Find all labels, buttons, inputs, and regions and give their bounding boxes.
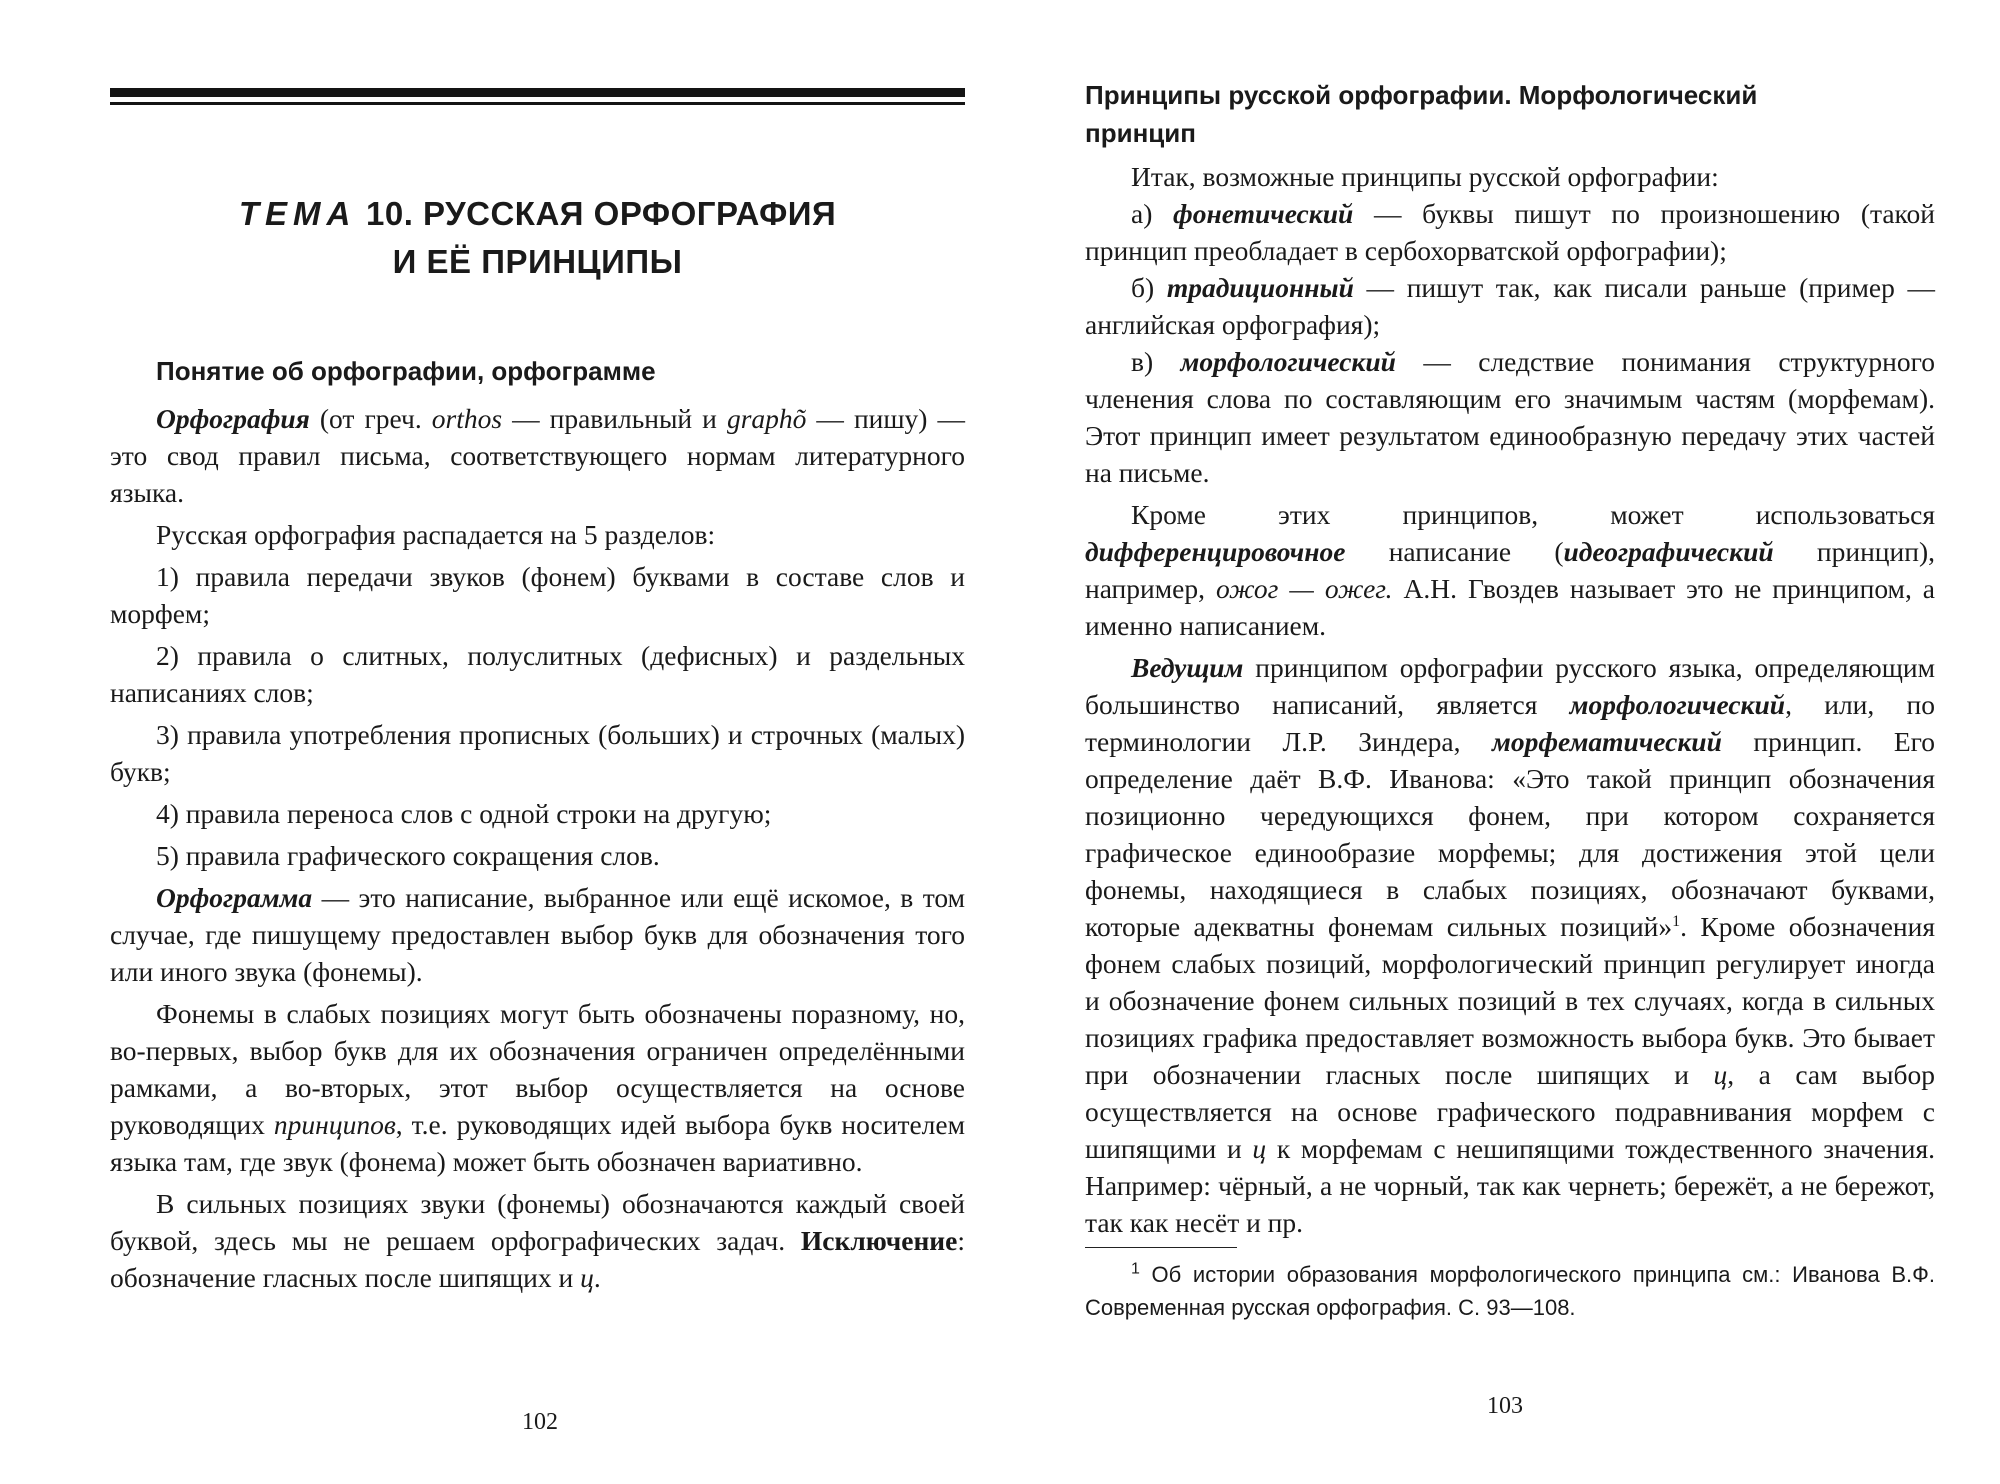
list-item-traditional: б) традиционный — пишут так, как писали раньше (пример — английская орфография);	[1085, 272, 1935, 340]
chapter-label: ТЕМА	[238, 195, 357, 232]
right-body-text	[1085, 158, 1935, 1241]
paragraph-leading-principle: Ведущим принципом орфографии русского языка, определяющим большинство написаний, является морфологический, или, по терминологии Л.Р. Зиндера, морфематический принцип. Его определение даёт В.Ф. Иванова: «Это такой принцип обозначения позиционно чередующихся фонем, при котором сохраняется графическое единообразие морфемы; для достижения этой цели фонемы, находящиеся в слабых позициях, обозначают буквами, которые адекватны фонемам сильных позиций»$^1$. Кроме обозначения фонем слабых позиций, морфологический принцип регулирует иногда и обозначение фонем сильных позиций в тех случаях, когда в сильных позициях графика предоставляет возможность выбора букв. Это бывает при обозначении гласных после шипящих и ц, а сам выбор осуществляется на основе графического подравнивания морфем с шипящими и ц к морфемам с нешипящими тождественного значения. Например: чёрный, а не чорный, так как чернеть; бережёт, а не бережот, так как несёт и пр.	[1085, 652, 1935, 1238]
list-item: 5) правила графического сокращения слов.	[156, 840, 660, 871]
list-item-morphological: в) морфологический — следствие понимания структурного членения слова по составляющим его значимым частям (морфемам). Этот принцип имеет результатом единообразную передачу этих частей на письме.	[1085, 346, 1935, 488]
section-heading-left: Понятие об орфографии, орфограмме	[156, 356, 656, 386]
list-item: 2) правила о слитных, полуслитных (дефисных) и раздельных написаниях слов;	[110, 640, 965, 708]
chapter-number: 10.	[365, 195, 414, 232]
footnote: $^1$ Об истории образования морфологического принципа см.: Иванова В.Ф. Современная русская орфография. С. 93—108.	[1085, 1260, 1935, 1320]
list-item-phonetic: а) фонетический — буквы пишут по произношению (такой принцип преобладает в сербохорватской орфографии);	[1085, 198, 1935, 266]
paragraph-strong-positions: В сильных позициях звуки (фонемы) обозначаются каждый своей буквой, здесь мы не решаем орфографических задач. Исключение: обозначение гласных после шипящих и ц.	[110, 1188, 965, 1293]
paragraph-orthogram: Орфограмма — это написание, выбранное или ещё искомое, в том случае, где пишущему предоставлен выбор букв для обозначения того или иного звука (фонемы).	[110, 882, 965, 987]
chapter-title-line1: РУССКАЯ ОРФОГРАФИЯ	[423, 195, 837, 232]
footnote-divider	[1085, 1247, 1237, 1248]
list-item: 1) правила передачи звуков (фонем) буквами в составе слов и морфем;	[110, 561, 965, 629]
paragraph-differentiating: Кроме этих принципов, может использоваться дифференцировочное написание (идеографический принцип), например, ожог — ожег. А.Н. Гвоздев называет это не принципом, а именно написанием.	[1085, 499, 1936, 641]
header-rule-thin	[110, 102, 965, 105]
list-item: 3) правила употребления прописных (больших) и строчных (малых) букв;	[110, 719, 965, 787]
chapter-title-line2: И ЕЁ ПРИНЦИПЫ	[392, 243, 683, 280]
chapter-title	[110, 190, 965, 286]
page-number-right: 103	[1487, 1393, 1523, 1419]
left-page	[110, 0, 965, 1484]
paragraph-weak-positions: Фонемы в слабых позициях могут быть обозначены поразному, но, во-первых, выбор букв для их обозначения ограничен определёнными рамками, а во-вторых, этот выбор осуществляется на основе руководящих принципов, т.е. руководящих идей выбора букв носителем языка там, где звук (фонема) может быть обозначен вариативно.	[110, 998, 966, 1177]
page-number-left: 102	[522, 1409, 558, 1435]
left-body-text	[110, 400, 965, 1296]
list-item: 4) правила переноса слов с одной строки на другую;	[156, 798, 772, 829]
footnote-reference: 1	[1672, 912, 1681, 930]
section-heading-right: Принципы русской орфографии. Морфологический принцип	[1085, 80, 1758, 148]
paragraph-sections-intro: Русская орфография распадается на 5 разделов:	[156, 519, 716, 550]
right-page	[1085, 0, 1935, 1484]
footnote-mark: 1	[1131, 1260, 1140, 1278]
paragraph-principles-intro: Итак, возможные принципы русской орфографии:	[1131, 161, 1719, 192]
paragraph-definition: Орфография (от греч. orthos — правильный и graphõ — пишу) — это свод правил письма, соответствующего нормам литературного языка.	[110, 403, 965, 508]
header-rule-thick	[110, 88, 965, 97]
